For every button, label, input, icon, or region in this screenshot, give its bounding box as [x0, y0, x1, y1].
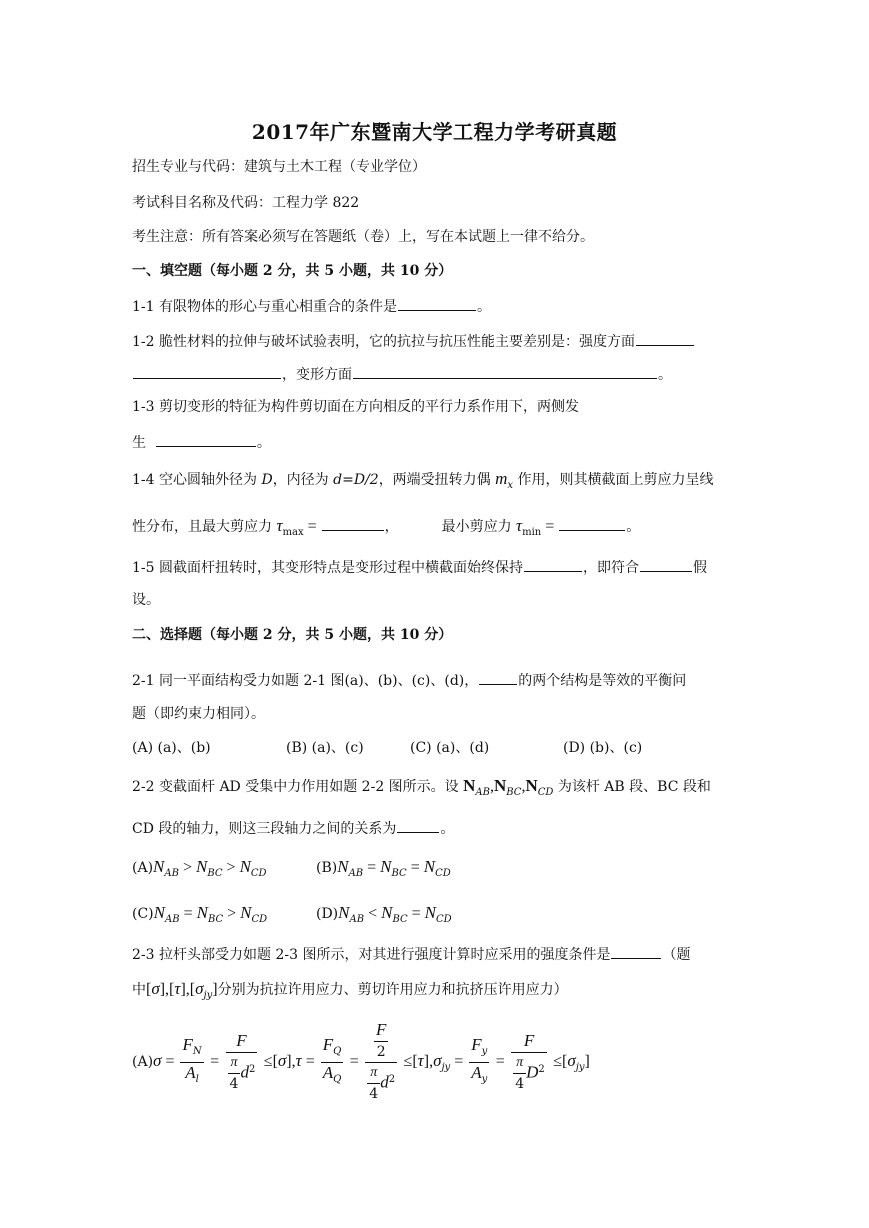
option-2-2-c: $(C)N_{AB} = N_{BC} > N_{CD}$: [132, 903, 268, 925]
question-1-3: 1-3 剪切变形的特征为构件剪切面在方向相反的平行力系作用下，两侧发: [132, 399, 579, 415]
answer-blank: [322, 516, 384, 531]
section2-heading: 二、选择题（每小题 2 分，共 5 小题，共 10 分）: [132, 627, 453, 643]
question-2-1: 2-1 同一平面结构受力如题 2-1 图(a)、(b)、(c)、(d)， 的两个结构是等效的平衡问: [132, 670, 686, 690]
option-2-1-b: (B) (a)、(c): [286, 740, 364, 756]
question-1-4: 1-4 空心圆轴外径为 D，内径为 d=D/2，两端受扭转力偶 $m_x$ 作用，则其横截面上剪应力呈线: [132, 469, 714, 491]
question-1-3-cont: 生 。: [132, 432, 271, 452]
question-1-2-cont: ，变形方面 。: [132, 364, 672, 384]
option-2-2-a: $(A)N_{AB} > N_{BC} > N_{CD}$: [132, 857, 267, 879]
question-2-2: 2-2 变截面杆 AD 受集中力作用如题 2-2 图所示。设 $N_{AB},N_{BC},N_{CD}$ 为该杆 AB 段、BC 段和: [132, 776, 711, 798]
question-2-3-cont: 中$[\sigma],[\tau],[\sigma_{jy}]$分别为抗拉许用应力、剪切许用应力和抗挤压许用应力）: [132, 979, 568, 1001]
answer-blank: [636, 331, 694, 346]
answer-blank: [559, 516, 625, 531]
option-2-3-a-formula: (A)σ = $\frac{F_N}{A_l}$ = F $\frac{\pi}{4}$ $d^2$ ≤[σ],τ = $\frac{F_Q}{A_Q}$ = $\frac{F}{2}$ $\frac{\pi}{4}$ $d^2$ $\le[\tau],\sigma_{jy}$ = $\frac{F_y}{A_y}$ = F $\frac{\pi}{4}$ $D^2$ $\le[\sigma_{jy}]$: [132, 1020, 590, 1102]
question-2-1-cont: 题（即约束力相同）。: [132, 706, 265, 722]
section1-heading: 一、填空题（每小题 2 分，共 5 小题，共 10 分）: [132, 263, 453, 279]
option-2-1-c: (C) (a)、(d): [410, 740, 490, 756]
major-line: 招生专业与代码：建筑与土木工程（专业学位）: [132, 159, 426, 175]
answer-blank: [398, 296, 476, 311]
answer-blank: [133, 364, 281, 379]
subject-line: 考试科目名称及代码：工程力学 822: [132, 195, 360, 211]
option-2-1-a: (A) (a)、(b): [132, 740, 211, 756]
question-1-5: 1-5 圆截面杆扭转时，其变形特点是变形过程中横截面始终保持 ，即符合 假: [132, 557, 707, 577]
answer-blank: [353, 364, 657, 379]
answer-blank: [640, 557, 692, 572]
option-2-1-d: (D) (b)、(c): [563, 740, 643, 756]
question-2-2-cont: CD 段的轴力，则这三段轴力之间的关系为 。: [132, 818, 454, 838]
question-1-5-cont: 设。: [132, 592, 160, 608]
answer-blank: [397, 818, 439, 833]
answer-blank: [479, 670, 517, 685]
question-1-2: 1-2 脆性材料的拉伸与破坏试验表明，它的抗拉与抗压性能主要差别是：强度方面: [132, 331, 695, 351]
page-title: 2017年广东暨南大学工程力学考研真题: [251, 120, 618, 144]
answer-blank: [611, 944, 661, 959]
question-1-4-cont: 性分布，且最大剪应力 $\tau_{max}$ = ， 最小剪应力 $\tau_{min}$ = 。: [132, 516, 641, 538]
option-2-2-b: $(B)N_{AB} = N_{BC} = N_{CD}$: [316, 857, 451, 879]
answer-blank: [156, 432, 256, 447]
option-2-2-d: $(D)N_{AB} < N_{BC} = N_{CD}$: [316, 903, 452, 925]
notice-line: 考生注意：所有答案必须写在答题纸（卷）上，写在本试题上一律不给分。: [132, 229, 594, 245]
question-1-1: 1-1 有限物体的形心与重心相重合的条件是 。: [132, 296, 491, 316]
question-2-3: 2-3 拉杆头部受力如题 2-3 图所示，对其进行强度计算时应采用的强度条件是 （题: [132, 944, 690, 964]
answer-blank: [524, 557, 582, 572]
